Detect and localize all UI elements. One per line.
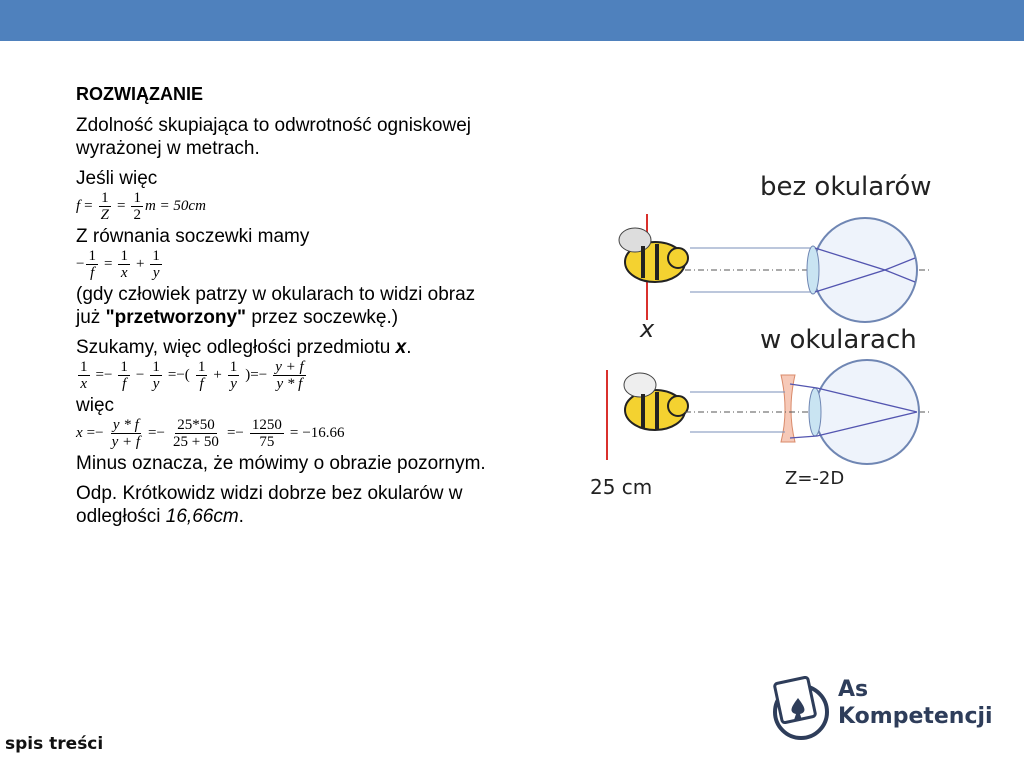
fraction: $\frac{25*50}{25 + 50}$ xyxy=(172,417,219,450)
logo-text: As Kompetencji xyxy=(838,677,993,729)
fraction: $\frac{1}{y}$ xyxy=(152,248,160,281)
as-kompetencji-logo xyxy=(770,676,1010,746)
formula-focal-length: f = $\frac{1}{Z}$ = $\frac{1}{2}$ m = 50cm xyxy=(76,190,206,223)
paragraph-lens-equation: Z równania soczewki mamy xyxy=(76,226,310,247)
fraction: $\frac{1}{f}$ xyxy=(120,359,128,392)
paragraph-minus-meaning: Minus oznacza, że mówimy o obrazie pozornym. xyxy=(76,453,486,474)
fraction: $\frac{y + f}{y * f}$ xyxy=(275,359,304,392)
fraction: $\frac{1}{x}$ xyxy=(120,248,128,281)
eye-lens-top xyxy=(807,246,819,294)
bee-icon-bottom xyxy=(624,373,688,430)
paragraph-processed-image: (gdy człowiek patrzy w okularach to widzi obraz już "przetworzony" przez soczewkę.) xyxy=(76,284,476,328)
formula-result: x =− $\frac{y * f}{y + f}$ =− $\frac{25*50}{25 + 50}$ =− $\frac{1250}{75}$ = −16.66 xyxy=(76,417,345,450)
formula-object-distance: $\frac{1}{x}$ =− $\frac{1}{f}$ − $\frac{1}{y}$ =−( $\frac{1}{f}$ + $\frac{1}{y}$ )=− $\frac{y + f}{y * f}$ xyxy=(80,359,304,392)
fraction: $\frac{y * f}{y + f}$ xyxy=(111,417,141,450)
top-banner xyxy=(0,0,1024,41)
fraction: $\frac{1}{f}$ xyxy=(88,248,96,281)
label-without-glasses: bez okularów xyxy=(760,172,932,202)
fraction: $\frac{1}{2}$ xyxy=(133,190,141,223)
solution-heading: ROZWIĄZANIE xyxy=(76,84,203,104)
fraction: $\frac{1}{Z}$ xyxy=(100,190,109,223)
eye-lens-bottom xyxy=(809,388,821,436)
paragraph-definition: Zdolność skupiająca to odwrotność ogniskowej wyrażonej w metrach. xyxy=(76,115,471,159)
solution-text xyxy=(76,83,496,528)
paragraph-if: Jeśli więc xyxy=(76,168,158,189)
eye-ball-bottom xyxy=(815,360,919,464)
bee-icon-top xyxy=(619,228,688,282)
paragraph-therefore: więc xyxy=(76,395,115,416)
paragraph-seek-x: Szukamy, więc odległości przedmiotu x. xyxy=(76,337,412,358)
eye-ball-top xyxy=(813,218,917,322)
logo-icon xyxy=(770,676,832,740)
myopia-diagram xyxy=(585,170,955,510)
formula-lens-equation: − $\frac{1}{f}$ = $\frac{1}{x}$ + $\frac{1}{y}$ xyxy=(76,248,160,281)
paragraph-answer: Odp. Krótkowidz widzi dobrze bez okularów w odległości 16,66cm. xyxy=(76,483,463,527)
label-x: x xyxy=(640,315,655,343)
fraction: $\frac{1}{x}$ xyxy=(80,359,88,392)
fraction: $\frac{1250}{75}$ xyxy=(251,417,282,450)
label-distance: 25 cm xyxy=(590,475,653,499)
fraction: $\frac{1}{y}$ xyxy=(152,359,160,392)
fraction: $\frac{1}{y}$ xyxy=(229,359,238,392)
table-of-contents-link[interactable]: spis treści xyxy=(5,734,104,754)
label-with-glasses: w okularach xyxy=(760,325,917,355)
label-power: Z=-2D xyxy=(785,468,845,489)
fraction: $\frac{1}{f}$ xyxy=(197,359,206,392)
